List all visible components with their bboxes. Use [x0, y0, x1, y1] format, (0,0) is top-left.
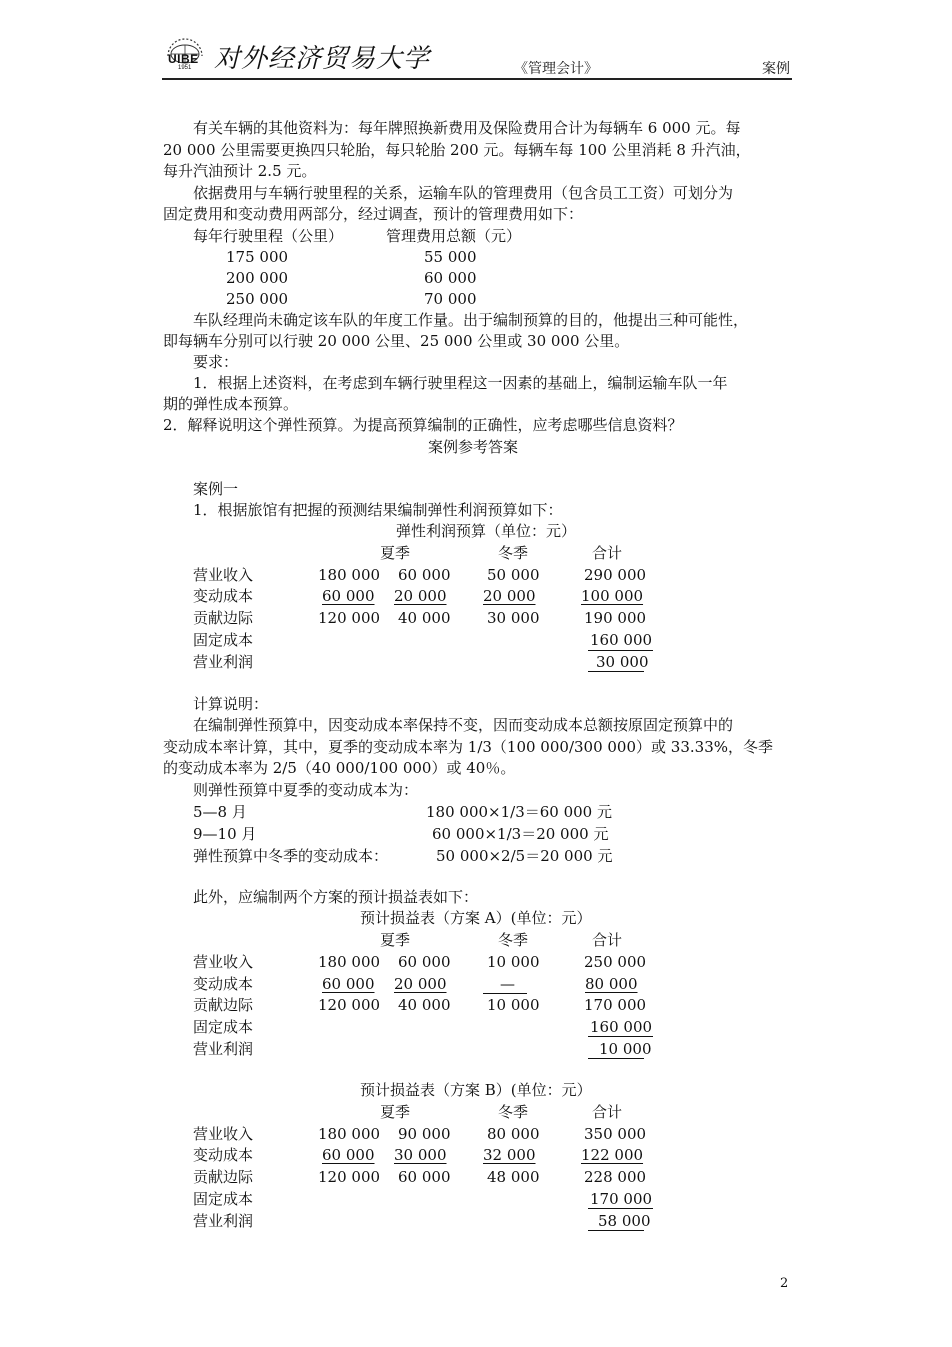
table-cell: 180 000	[318, 566, 381, 584]
para-line: 此外，应编制两个方案的预计损益表如下：	[193, 888, 479, 906]
mileage-cell: 175 000	[226, 248, 289, 266]
para-line: 每升汽油预计 2.5 元。	[163, 162, 317, 180]
col-header-summer: 夏季	[380, 1103, 411, 1121]
table-cell: 10 000	[599, 1040, 652, 1058]
table-cell: 20 000	[394, 975, 447, 993]
table-cell: 40 000	[398, 996, 451, 1014]
mileage-cell: 200 000	[226, 269, 289, 287]
calc-title: 计算说明：	[193, 695, 269, 713]
calc-value: 180 000×1/3＝60 000 元	[426, 803, 612, 821]
row-label: 营业收入	[193, 1125, 254, 1143]
table-cell: 180 000	[318, 1125, 381, 1143]
para-line: 20 000 公里需要更换四只轮胎，每只轮胎 200 元。每辆车每 100 公里消耗 8 升汽油，	[163, 141, 751, 159]
para-line: 的变动成本率为 2/5（40 000/100 000）或 40％。	[163, 759, 516, 777]
underline	[588, 1230, 644, 1231]
table-cell: 170 000	[590, 1190, 653, 1208]
row-label: 变动成本	[193, 975, 254, 993]
underline	[588, 650, 653, 651]
table-cell: 30 000	[394, 1146, 447, 1164]
table-cell: 60 000	[322, 975, 375, 993]
table-cell: 60 000	[398, 566, 451, 584]
para-line: 则弹性预算中夏季的变动成本为：	[193, 781, 419, 799]
calc-label: 弹性预算中冬季的变动成本：	[193, 847, 389, 865]
table-cell: 60 000	[398, 1168, 451, 1186]
section-label: 案例	[762, 61, 790, 77]
col-header-summer: 夏季	[380, 931, 411, 949]
table-cell: 120 000	[318, 609, 381, 627]
case-title: 案例一	[193, 480, 239, 498]
col-header-total: 合计	[592, 1103, 623, 1121]
row-label: 贡献边际	[193, 1168, 254, 1186]
col-header-winter: 冬季	[498, 1103, 529, 1121]
table-cell: 50 000	[487, 566, 540, 584]
row-label: 营业利润	[193, 1212, 254, 1230]
row-label: 固定成本	[193, 1190, 254, 1208]
table-title: 预计损益表（方案 B）(单位：元）	[360, 1081, 592, 1099]
row-label: 固定成本	[193, 631, 254, 649]
table-cell: 40 000	[398, 609, 451, 627]
para-line: 依据费用与车辆行驶里程的关系，运输车队的管理费用（包含员工工资）可划分为	[193, 184, 734, 202]
underline	[483, 993, 527, 994]
table-cell: 228 000	[584, 1168, 647, 1186]
col-header-winter: 冬季	[498, 931, 529, 949]
underline	[588, 1058, 644, 1059]
table-cell: 60 000	[398, 953, 451, 971]
para-line: 即每辆车分别可以行驶 20 000 公里、25 000 公里或 30 000 公里。	[163, 332, 630, 350]
row-label: 变动成本	[193, 1146, 254, 1164]
table-cell: 60 000	[322, 587, 375, 605]
mileage-cell: 250 000	[226, 290, 289, 308]
row-label: 贡献边际	[193, 996, 254, 1014]
requirement-item: 2．解释说明这个弹性预算。为提高预算编制的正确性，应考虑哪些信息资料？	[163, 416, 683, 434]
underline	[588, 671, 644, 672]
table-cell: 10 000	[487, 953, 540, 971]
course-title: 《管理会计》	[514, 61, 598, 77]
table-title: 弹性利润预算（单位：元）	[396, 522, 577, 540]
para-line: 变动成本率计算，其中，夏季的变动成本率为 1/3（100 000/300 000）或 33.33%，冬季	[163, 738, 773, 756]
answer-title: 案例参考答案	[428, 438, 519, 456]
table-cell: 350 000	[584, 1125, 647, 1143]
cost-cell: 55 000	[424, 248, 477, 266]
cost-cell: 60 000	[424, 269, 477, 287]
logo-text: UIBE	[168, 52, 199, 66]
table-cell: 250 000	[584, 953, 647, 971]
table-cell: 58 000	[598, 1212, 651, 1230]
requirement-item: 期的弹性成本预算。	[163, 395, 299, 413]
cost-cell: 70 000	[424, 290, 477, 308]
table-cell: 190 000	[584, 609, 647, 627]
calc-label: 5—8 月	[193, 803, 247, 821]
row-label: 变动成本	[193, 587, 254, 605]
para-line: 固定费用和变动费用两部分，经过调查，预计的管理费用如下：	[163, 205, 584, 223]
table-cell: 90 000	[398, 1125, 451, 1143]
table-cell: 160 000	[590, 1018, 653, 1036]
page-number: 2	[780, 1276, 789, 1291]
para-line: 有关车辆的其他资料为：每年牌照换新费用及保险费用合计为每辆车 6 000 元。每	[193, 119, 741, 137]
cost-header: 管理费用总额（元）	[386, 227, 522, 245]
university-logo	[162, 32, 208, 72]
calc-value: 50 000×2/5＝20 000 元	[436, 847, 613, 865]
table-cell: 122 000	[581, 1146, 644, 1164]
row-label: 营业收入	[193, 566, 254, 584]
row-label: 营业利润	[193, 653, 254, 671]
row-label: 固定成本	[193, 1018, 254, 1036]
underline	[588, 1208, 653, 1209]
table-title: 预计损益表（方案 A）(单位：元）	[360, 909, 592, 927]
col-header-total: 合计	[592, 544, 623, 562]
header-rule	[162, 78, 792, 80]
para-line: 在编制弹性预算中，因变动成本率保持不变，因而变动成本总额按原固定预算中的	[193, 716, 734, 734]
calc-value: 60 000×1/3＝20 000 元	[432, 825, 609, 843]
table-cell: 32 000	[483, 1146, 536, 1164]
table-cell: —	[500, 975, 515, 993]
requirement-item: 1．根据上述资料，在考虑到车辆行驶里程这一因素的基础上，编制运输车队一年	[193, 374, 728, 392]
table-cell: 120 000	[318, 996, 381, 1014]
requirement-title: 要求：	[193, 353, 239, 371]
col-header-total: 合计	[592, 931, 623, 949]
table-cell: 80 000	[585, 975, 638, 993]
para-line: 车队经理尚未确定该车队的年度工作量。出于编制预算的目的，他提出三种可能性，	[193, 311, 749, 329]
table-cell: 100 000	[581, 587, 644, 605]
table-cell: 10 000	[487, 996, 540, 1014]
table-cell: 48 000	[487, 1168, 540, 1186]
table-cell: 80 000	[487, 1125, 540, 1143]
underline	[588, 1036, 653, 1037]
row-label: 营业利润	[193, 1040, 254, 1058]
table-cell: 20 000	[483, 587, 536, 605]
table-cell: 160 000	[590, 631, 653, 649]
table-cell: 120 000	[318, 1168, 381, 1186]
table-cell: 170 000	[584, 996, 647, 1014]
table-cell: 60 000	[322, 1146, 375, 1164]
table-cell: 20 000	[394, 587, 447, 605]
row-label: 营业收入	[193, 953, 254, 971]
mileage-header: 每年行驶里程（公里）	[193, 227, 344, 245]
row-label: 贡献边际	[193, 609, 254, 627]
case-item: 1．根据旅馆有把握的预测结果编制弹性利润预算如下：	[193, 501, 563, 519]
table-cell: 290 000	[584, 566, 647, 584]
table-cell: 180 000	[318, 953, 381, 971]
school-name: 对外经济贸易大学	[214, 44, 431, 74]
col-header-summer: 夏季	[380, 544, 411, 562]
table-cell: 30 000	[596, 653, 649, 671]
table-cell: 30 000	[487, 609, 540, 627]
logo-year: 1951	[178, 65, 192, 71]
col-header-winter: 冬季	[498, 544, 529, 562]
calc-label: 9—10 月	[193, 825, 257, 843]
